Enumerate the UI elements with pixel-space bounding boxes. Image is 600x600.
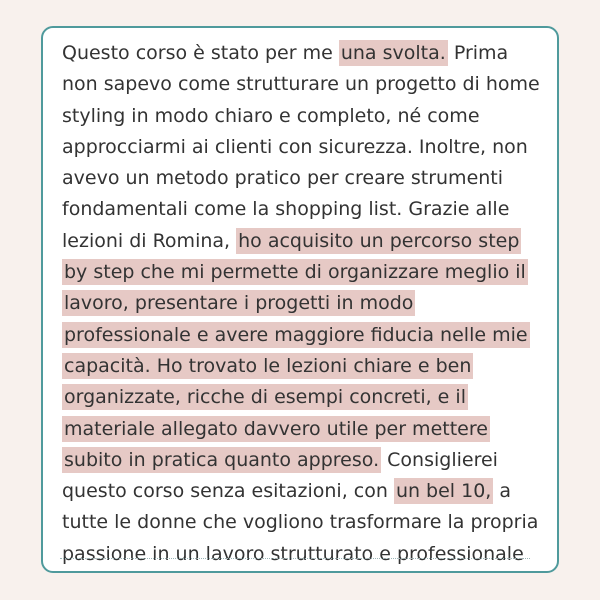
text-line: non sapevo come strutturare un progetto di home: [62, 73, 540, 96]
highlighted-phrase: ho acquisito un percorso step: [238, 229, 520, 252]
highlighted-phrase: lavoro, presentare i progetti in modo: [64, 292, 414, 315]
text-segment: a: [493, 480, 512, 503]
text-line: [62, 382, 552, 413]
highlighted-phrase: subito in pratica quanto appreso.: [64, 448, 380, 471]
text-line: [62, 38, 552, 69]
text-segment: lezioni di Romina,: [62, 229, 237, 252]
highlighted-phrase: capacità. Ho trovato le lezioni chiare e ben: [64, 354, 472, 377]
text-line: [62, 445, 552, 476]
text-line: [62, 257, 552, 288]
text-line: tutte le donne che vogliono trasformare la propria: [62, 511, 539, 534]
text-segment: Questo corso è stato per me: [62, 42, 339, 64]
highlighted-phrase: professionale e avere maggiore fiducia nelle mie: [64, 323, 528, 346]
text-line: approcciarmi ai clienti con sicurezza. Inoltre, non: [62, 135, 528, 158]
testimonial-text: [62, 38, 552, 570]
text-line: passione in un lavoro strutturato e professionale: [62, 542, 524, 565]
highlighted-phrase: organizzate, ricche di esempi concreti, e il: [64, 386, 466, 409]
text-segment: Consiglierei: [381, 448, 498, 471]
highlighted-phrase: un bel 10,: [395, 480, 492, 503]
highlighted-phrase: una svolta.: [340, 42, 446, 64]
text-line: [62, 414, 552, 445]
text-line: [62, 351, 552, 382]
text-line: avevo un metodo pratico per creare strumenti: [62, 167, 504, 190]
highlighted-phrase: by step che mi permette di organizzare meglio il: [64, 261, 526, 284]
text-line: styling in modo chiaro e completo, né come: [62, 104, 480, 127]
text-line: [62, 476, 552, 507]
text-segment: questo corso senza esitazioni, con: [62, 480, 394, 503]
testimonial-card: [41, 26, 559, 573]
text-line: [62, 226, 552, 257]
dotted-underline: [60, 558, 530, 559]
highlighted-phrase: materiale allegato davvero utile per mettere: [64, 417, 488, 440]
text-segment: Prima: [447, 42, 509, 64]
text-line: fondamentali come la shopping list. Grazie alle: [62, 198, 510, 221]
text-line: [62, 320, 552, 351]
text-line: [62, 288, 552, 319]
